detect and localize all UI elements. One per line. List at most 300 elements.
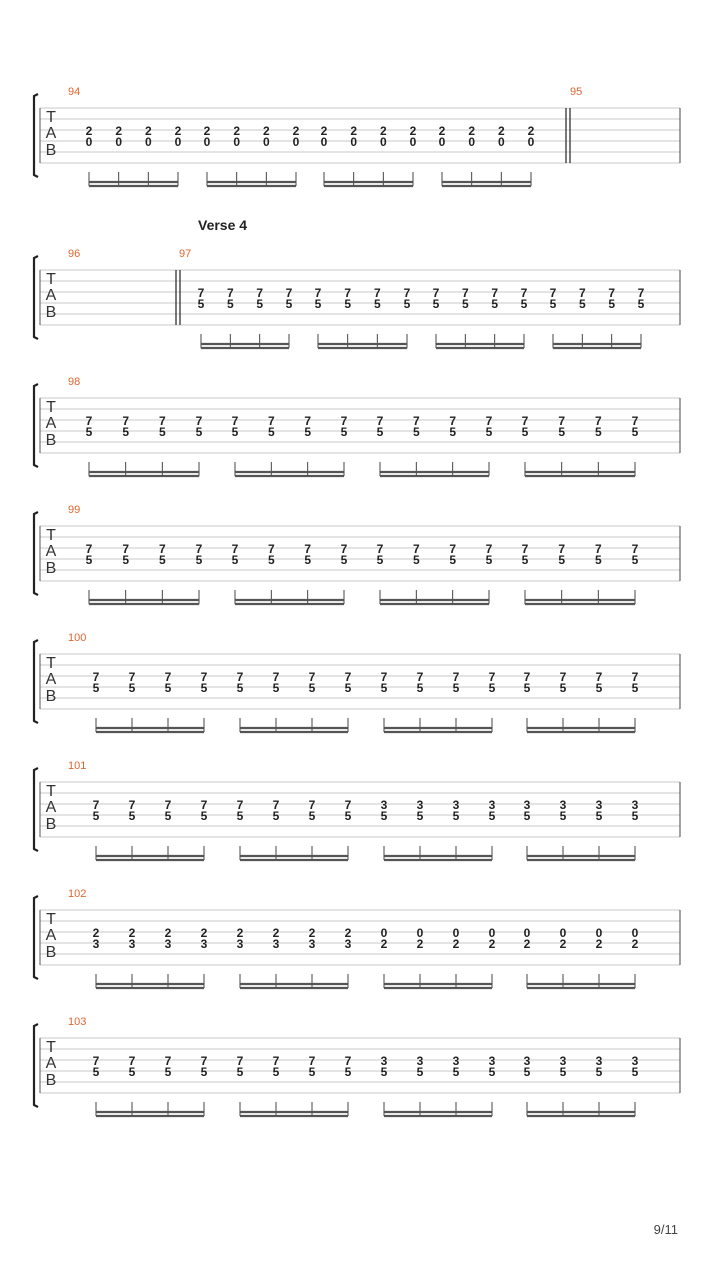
fret-number: 5 — [380, 809, 388, 823]
fret-number: 0 — [497, 135, 505, 149]
system-bracket — [34, 384, 38, 467]
fret-number: 7 — [594, 414, 602, 428]
fret-number: 0 — [527, 135, 535, 149]
fret-number: 5 — [128, 809, 136, 823]
fret-number: 7 — [267, 542, 275, 556]
fret-number: 0 — [631, 926, 639, 940]
fret-number: 0 — [350, 135, 358, 149]
fret-number: 5 — [267, 425, 275, 439]
fret-number: 2 — [174, 124, 182, 138]
fret-number: 5 — [595, 1065, 603, 1079]
system-bracket — [34, 256, 38, 339]
fret-number: 7 — [637, 286, 645, 300]
tab-clef-letter: B — [45, 432, 57, 449]
fret-number: 5 — [631, 681, 639, 695]
fret-number: 2 — [350, 124, 358, 138]
fret-number: 7 — [308, 670, 316, 684]
fret-number: 5 — [267, 553, 275, 567]
fret-number: 0 — [438, 135, 446, 149]
fret-number: 7 — [272, 670, 280, 684]
fret-number: 7 — [200, 798, 208, 812]
fret-number: 7 — [128, 798, 136, 812]
fret-number: 7 — [380, 670, 388, 684]
fret-number: 5 — [200, 681, 208, 695]
fret-number: 3 — [128, 937, 136, 951]
fret-number: 2 — [320, 124, 328, 138]
fret-number: 5 — [197, 297, 205, 311]
fret-number: 0 — [262, 135, 270, 149]
fret-number: 7 — [491, 286, 499, 300]
fret-number: 0 — [559, 926, 567, 940]
fret-number: 5 — [164, 681, 172, 695]
fret-number: 2 — [468, 124, 476, 138]
fret-number: 7 — [340, 542, 348, 556]
fret-number: 5 — [559, 681, 567, 695]
fret-number: 7 — [231, 542, 239, 556]
fret-number: 3 — [559, 1054, 567, 1068]
fret-number: 7 — [226, 286, 234, 300]
fret-number: 0 — [233, 135, 241, 149]
fret-number: 7 — [432, 286, 440, 300]
fret-number: 5 — [164, 809, 172, 823]
fret-number: 5 — [376, 553, 384, 567]
measure-number: 95 — [570, 86, 583, 98]
fret-number: 5 — [308, 809, 316, 823]
fret-number: 7 — [158, 414, 166, 428]
measure-number: 98 — [68, 376, 81, 388]
fret-number: 5 — [461, 297, 469, 311]
fret-number: 5 — [631, 553, 639, 567]
fret-number: 0 — [595, 926, 603, 940]
fret-number: 5 — [158, 553, 166, 567]
fret-number: 7 — [412, 414, 420, 428]
fret-number: 5 — [491, 297, 499, 311]
fret-number: 5 — [92, 681, 100, 695]
fret-number: 2 — [631, 937, 639, 951]
fret-number: 5 — [344, 809, 352, 823]
fret-number: 5 — [373, 297, 381, 311]
fret-number: 7 — [164, 1054, 172, 1068]
fret-number: 7 — [267, 414, 275, 428]
fret-number: 7 — [412, 542, 420, 556]
measure-number: 97 — [179, 248, 192, 260]
fret-number: 3 — [200, 937, 208, 951]
fret-number: 7 — [344, 670, 352, 684]
tab-clef-letter: T — [46, 1039, 56, 1056]
tab-clef-letter: B — [45, 304, 57, 321]
tab-clef-letter: T — [46, 109, 56, 126]
fret-number: 5 — [416, 1065, 424, 1079]
fret-number: 7 — [452, 670, 460, 684]
fret-number: 2 — [292, 124, 300, 138]
fret-number: 5 — [523, 809, 531, 823]
fret-number: 5 — [344, 297, 352, 311]
fret-number: 7 — [92, 670, 100, 684]
fret-number: 2 — [144, 124, 152, 138]
fret-number: 2 — [200, 926, 208, 940]
fret-number: 7 — [344, 286, 352, 300]
fret-number: 7 — [631, 670, 639, 684]
fret-number: 7 — [631, 542, 639, 556]
fret-number: 3 — [92, 937, 100, 951]
fret-number: 7 — [520, 286, 528, 300]
fret-number: 5 — [449, 425, 457, 439]
fret-number: 5 — [158, 425, 166, 439]
fret-number: 2 — [115, 124, 123, 138]
fret-number: 7 — [449, 542, 457, 556]
tab-clef-letter: A — [45, 1055, 57, 1072]
fret-number: 0 — [203, 135, 211, 149]
fret-number: 5 — [92, 809, 100, 823]
fret-number: 0 — [523, 926, 531, 940]
fret-number: 5 — [236, 1065, 244, 1079]
fret-number: 7 — [85, 414, 93, 428]
tab-clef-letter: T — [46, 911, 56, 928]
tab-clef-letter: T — [46, 527, 56, 544]
measure-number: 99 — [68, 504, 81, 516]
measure-number: 100 — [68, 632, 87, 644]
fret-number: 5 — [594, 425, 602, 439]
fret-number: 7 — [485, 542, 493, 556]
fret-number: 7 — [344, 798, 352, 812]
fret-number: 0 — [292, 135, 300, 149]
section-label: Verse 4 — [198, 217, 248, 233]
fret-number: 7 — [92, 1054, 100, 1068]
system-bracket — [34, 640, 38, 723]
fret-number: 7 — [461, 286, 469, 300]
tab-clef-letter: A — [45, 415, 57, 432]
fret-number: 7 — [340, 414, 348, 428]
fret-number: 7 — [403, 286, 411, 300]
fret-number: 5 — [285, 297, 293, 311]
fret-number: 2 — [416, 937, 424, 951]
fret-number: 7 — [376, 414, 384, 428]
fret-number: 5 — [164, 1065, 172, 1079]
fret-number: 3 — [559, 798, 567, 812]
fret-number: 2 — [203, 124, 211, 138]
measure-number: 103 — [68, 1016, 87, 1028]
fret-number: 2 — [272, 926, 280, 940]
fret-number: 5 — [231, 425, 239, 439]
fret-number: 3 — [488, 798, 496, 812]
fret-number: 5 — [122, 425, 130, 439]
fret-number: 7 — [416, 670, 424, 684]
tab-clef-letter: A — [45, 927, 57, 944]
fret-number: 5 — [256, 297, 264, 311]
fret-number: 2 — [523, 937, 531, 951]
fret-number: 5 — [226, 297, 234, 311]
fret-number: 7 — [200, 670, 208, 684]
fret-number: 7 — [158, 542, 166, 556]
fret-number: 5 — [412, 425, 420, 439]
fret-number: 5 — [128, 681, 136, 695]
fret-number: 3 — [308, 937, 316, 951]
fret-number: 3 — [236, 937, 244, 951]
fret-number: 5 — [558, 553, 566, 567]
fret-number: 2 — [559, 937, 567, 951]
fret-number: 5 — [523, 681, 531, 695]
fret-number: 3 — [164, 937, 172, 951]
fret-number: 5 — [631, 809, 639, 823]
fret-number: 3 — [631, 1054, 639, 1068]
measure-number: 94 — [68, 86, 81, 98]
fret-number: 5 — [488, 681, 496, 695]
fret-number: 5 — [85, 553, 93, 567]
fret-number: 5 — [449, 553, 457, 567]
fret-number: 7 — [578, 286, 586, 300]
fret-number: 5 — [520, 297, 528, 311]
fret-number: 3 — [631, 798, 639, 812]
system-bracket — [34, 768, 38, 851]
fret-number: 7 — [308, 798, 316, 812]
measure-number: 102 — [68, 888, 87, 900]
fret-number: 5 — [549, 297, 557, 311]
system-bracket — [34, 512, 38, 595]
fret-number: 7 — [92, 798, 100, 812]
fret-number: 0 — [144, 135, 152, 149]
tab-clef-letter: B — [45, 1072, 57, 1089]
tab-clef-letter: T — [46, 271, 56, 288]
tab-clef-letter: B — [45, 142, 57, 159]
fret-number: 5 — [403, 297, 411, 311]
fret-number: 5 — [344, 681, 352, 695]
fret-number: 5 — [595, 809, 603, 823]
fret-number: 5 — [488, 1065, 496, 1079]
fret-number: 3 — [272, 937, 280, 951]
tab-clef-letter: A — [45, 799, 57, 816]
fret-number: 0 — [452, 926, 460, 940]
fret-number: 7 — [631, 414, 639, 428]
fret-number: 5 — [452, 681, 460, 695]
fret-number: 2 — [262, 124, 270, 138]
fret-number: 5 — [608, 297, 616, 311]
fret-number: 7 — [376, 542, 384, 556]
fret-number: 2 — [438, 124, 446, 138]
fret-number: 5 — [272, 681, 280, 695]
fret-number: 7 — [608, 286, 616, 300]
fret-number: 7 — [594, 542, 602, 556]
fret-number: 3 — [595, 1054, 603, 1068]
fret-number: 5 — [523, 1065, 531, 1079]
fret-number: 2 — [527, 124, 535, 138]
fret-number: 0 — [380, 926, 388, 940]
fret-number: 2 — [497, 124, 505, 138]
tab-clef-letter: B — [45, 816, 57, 833]
fret-number: 7 — [164, 670, 172, 684]
fret-number: 5 — [416, 681, 424, 695]
fret-number: 7 — [272, 1054, 280, 1068]
fret-number: 2 — [452, 937, 460, 951]
fret-number: 5 — [631, 1065, 639, 1079]
fret-number: 7 — [236, 670, 244, 684]
fret-number: 7 — [373, 286, 381, 300]
fret-number: 7 — [128, 1054, 136, 1068]
fret-number: 7 — [549, 286, 557, 300]
fret-number: 0 — [174, 135, 182, 149]
fret-number: 5 — [272, 809, 280, 823]
fret-number: 7 — [85, 542, 93, 556]
fret-number: 5 — [200, 1065, 208, 1079]
fret-number: 7 — [236, 798, 244, 812]
fret-number: 7 — [308, 1054, 316, 1068]
fret-number: 5 — [559, 1065, 567, 1079]
fret-number: 7 — [485, 414, 493, 428]
tab-clef-letter: T — [46, 655, 56, 672]
fret-number: 5 — [376, 425, 384, 439]
fret-number: 7 — [344, 1054, 352, 1068]
fret-number: 7 — [128, 670, 136, 684]
fret-number: 0 — [468, 135, 476, 149]
fret-number: 5 — [485, 553, 493, 567]
fret-number: 7 — [200, 1054, 208, 1068]
tab-clef-letter: A — [45, 125, 57, 142]
fret-number: 0 — [85, 135, 93, 149]
fret-number: 3 — [344, 937, 352, 951]
fret-number: 5 — [416, 809, 424, 823]
fret-number: 2 — [236, 926, 244, 940]
fret-number: 0 — [409, 135, 417, 149]
fret-number: 5 — [340, 553, 348, 567]
measure-number: 101 — [68, 760, 87, 772]
fret-number: 5 — [432, 297, 440, 311]
fret-number: 7 — [122, 414, 130, 428]
fret-number: 7 — [449, 414, 457, 428]
fret-number: 3 — [523, 1054, 531, 1068]
tab-clef-letter: A — [45, 671, 57, 688]
fret-number: 7 — [272, 798, 280, 812]
fret-number: 5 — [236, 809, 244, 823]
tab-clef-letter: T — [46, 399, 56, 416]
fret-number: 2 — [85, 124, 93, 138]
fret-number: 5 — [85, 425, 93, 439]
fret-number: 2 — [164, 926, 172, 940]
fret-number: 5 — [380, 681, 388, 695]
fret-number: 5 — [314, 297, 322, 311]
fret-number: 5 — [452, 1065, 460, 1079]
fret-number: 3 — [380, 798, 388, 812]
fret-number: 5 — [344, 1065, 352, 1079]
fret-number: 2 — [379, 124, 387, 138]
fret-number: 7 — [558, 542, 566, 556]
fret-number: 0 — [115, 135, 123, 149]
fret-number: 7 — [488, 670, 496, 684]
fret-number: 7 — [285, 286, 293, 300]
fret-number: 7 — [523, 670, 531, 684]
system-bracket — [34, 1024, 38, 1107]
fret-number: 5 — [521, 425, 529, 439]
fret-number: 5 — [231, 553, 239, 567]
fret-number: 7 — [256, 286, 264, 300]
fret-number: 2 — [308, 926, 316, 940]
fret-number: 3 — [416, 1054, 424, 1068]
fret-number: 5 — [304, 425, 312, 439]
fret-number: 7 — [195, 542, 203, 556]
fret-number: 5 — [92, 1065, 100, 1079]
tab-clef-letter: T — [46, 783, 56, 800]
tab-clef-letter: B — [45, 688, 57, 705]
fret-number: 2 — [92, 926, 100, 940]
fret-number: 2 — [344, 926, 352, 940]
fret-number: 5 — [128, 1065, 136, 1079]
fret-number: 5 — [578, 297, 586, 311]
fret-number: 5 — [559, 809, 567, 823]
fret-number: 7 — [559, 670, 567, 684]
fret-number: 2 — [380, 937, 388, 951]
fret-number: 5 — [452, 809, 460, 823]
tab-clef-letter: B — [45, 944, 57, 961]
fret-number: 5 — [236, 681, 244, 695]
fret-number: 7 — [304, 542, 312, 556]
fret-number: 7 — [236, 1054, 244, 1068]
fret-number: 7 — [558, 414, 566, 428]
fret-number: 3 — [380, 1054, 388, 1068]
tab-clef-letter: A — [45, 287, 57, 304]
tab-clef-letter: B — [45, 560, 57, 577]
fret-number: 7 — [164, 798, 172, 812]
fret-number: 5 — [631, 425, 639, 439]
fret-number: 2 — [595, 937, 603, 951]
fret-number: 3 — [488, 1054, 496, 1068]
fret-number: 7 — [197, 286, 205, 300]
fret-number: 7 — [231, 414, 239, 428]
fret-number: 5 — [488, 809, 496, 823]
fret-number: 7 — [304, 414, 312, 428]
fret-number: 5 — [195, 425, 203, 439]
fret-number: 7 — [595, 670, 603, 684]
fret-number: 5 — [412, 553, 420, 567]
fret-number: 2 — [128, 926, 136, 940]
fret-number: 3 — [595, 798, 603, 812]
fret-number: 5 — [308, 1065, 316, 1079]
fret-number: 5 — [200, 809, 208, 823]
fret-number: 5 — [558, 425, 566, 439]
fret-number: 5 — [340, 425, 348, 439]
fret-number: 5 — [485, 425, 493, 439]
fret-number: 3 — [452, 798, 460, 812]
fret-number: 5 — [308, 681, 316, 695]
fret-number: 5 — [521, 553, 529, 567]
fret-number: 5 — [195, 553, 203, 567]
fret-number: 3 — [523, 798, 531, 812]
fret-number: 0 — [488, 926, 496, 940]
fret-number: 0 — [416, 926, 424, 940]
system-bracket — [34, 896, 38, 979]
fret-number: 3 — [452, 1054, 460, 1068]
fret-number: 0 — [320, 135, 328, 149]
fret-number: 5 — [272, 1065, 280, 1079]
fret-number: 5 — [304, 553, 312, 567]
fret-number: 0 — [379, 135, 387, 149]
fret-number: 7 — [521, 542, 529, 556]
fret-number: 7 — [521, 414, 529, 428]
fret-number: 2 — [409, 124, 417, 138]
tab-clef-letter: A — [45, 543, 57, 560]
fret-number: 5 — [637, 297, 645, 311]
measure-number: 96 — [68, 248, 81, 260]
fret-number: 5 — [595, 681, 603, 695]
fret-number: 5 — [122, 553, 130, 567]
fret-number: 7 — [122, 542, 130, 556]
fret-number: 3 — [416, 798, 424, 812]
fret-number: 2 — [488, 937, 496, 951]
fret-number: 2 — [233, 124, 241, 138]
fret-number: 5 — [380, 1065, 388, 1079]
fret-number: 7 — [195, 414, 203, 428]
fret-number: 5 — [594, 553, 602, 567]
page-number: 9/11 — [653, 1222, 678, 1237]
system-bracket — [34, 94, 38, 177]
fret-number: 7 — [314, 286, 322, 300]
